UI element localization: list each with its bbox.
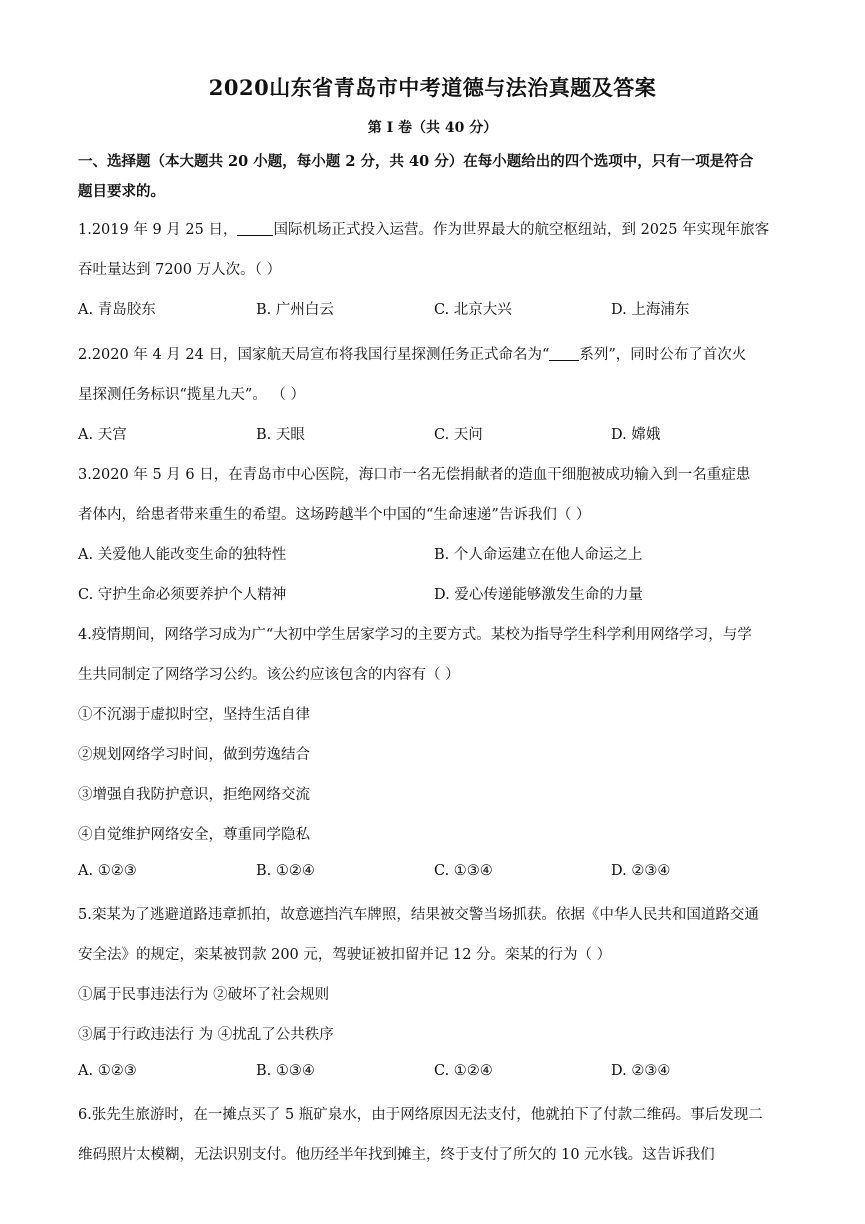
q1-option-c: C. 北京大兴 xyxy=(434,302,512,318)
q5-items-row-1: ①属于民事违法行为 ②破坏了社会规则 xyxy=(78,987,330,1003)
q1-stem-pre: 1.2019 年 9 月 25 日， xyxy=(78,222,238,238)
q2-stem-pre: 2.2020 年 4 月 24 日，国家航天局宣布将我国行星探测任务正式命名为“ xyxy=(78,347,550,363)
q4-option-b: B. ①②④ xyxy=(256,863,315,879)
q6-stem-line-1: 6.张先生旅游时，在一摊点买了 5 瓶矿泉水，由于网络原因无法支付，他就拍下了付款二维码。事后发现二 xyxy=(78,1107,763,1123)
q3-stem-line-1: 3.2020 年 5 月 6 日，在青岛市中心医院，海口市一名无偿捐献者的造血干细胞被成功输入到一名重症患 xyxy=(78,467,751,483)
page-title: 2020山东省青岛市中考道德与法治真题及答案 xyxy=(208,75,657,100)
q1-stem-line-1 xyxy=(78,218,769,239)
q3-option-d: D. 爱心传递能够激发生命的力量 xyxy=(434,587,643,603)
q5-items-row-2: ③属于行政违法行 为 ④扰乱了公共秩序 xyxy=(78,1027,334,1043)
q5-options xyxy=(78,1063,798,1085)
q5-option-a: A. ①②③ xyxy=(78,1063,137,1079)
q1-option-a: A. 青岛胶东 xyxy=(78,302,156,318)
q4-options xyxy=(78,863,798,885)
q4-stem-line-2: 生共同制定了网络学习公约。该公约应该包含的内容有（ ） xyxy=(78,667,460,683)
q3-option-a: A. 关爱他人能改变生命的独特性 xyxy=(78,547,287,563)
q1-option-b: B. 广州白云 xyxy=(256,302,334,318)
q1-stem-post: 国际机场正式投入运营。作为世界最大的航空枢纽站，到 2025 年实现年旅客 xyxy=(273,222,770,238)
q1-options xyxy=(78,298,798,320)
q5-stem-line-1: 5.栾某为了逃避道路违章抓拍，故意遮挡汽车牌照，结果被交警当场抓获。依据《中华人民共和国道路交通 xyxy=(78,907,759,923)
section-heading-line-1: 一、选择题（本大题共 20 小题，每小题 2 分，共 40 分）在每小题给出的四个选项中，只有一项是符合 xyxy=(78,153,754,170)
q4-item-3: ③增强自我防护意识，拒绝网络交流 xyxy=(78,787,310,803)
q6-stem-line-2: 维码照片太模糊，无法识别支付。他历经半年找到摊主，终于支付了所欠的 10 元水钱。这告诉我们 xyxy=(78,1147,715,1163)
q5-option-b: B. ①③④ xyxy=(256,1063,315,1079)
q5-option-c: C. ①②④ xyxy=(434,1063,493,1079)
q2-option-b: B. 天眼 xyxy=(256,427,305,443)
q2-stem-post: 系列”，同时公布了首次火 xyxy=(579,347,747,363)
q4-option-c: C. ①③④ xyxy=(434,863,493,879)
q2-answer-blank xyxy=(549,346,579,361)
section-subtitle: 第 I 卷（共 40 分） xyxy=(367,120,498,136)
q3-stem-line-2: 者体内，给患者带来重生的希望。这场跨越半个中国的“生命速递”告诉我们（ ） xyxy=(78,507,591,523)
q5-option-d: D. ②③④ xyxy=(611,1063,671,1079)
q4-item-2: ②规划网络学习时间，做到劳逸结合 xyxy=(78,747,310,763)
q2-option-a: A. 天宫 xyxy=(78,427,127,443)
q4-stem-line-1: 4.疫情期间，网络学习成为广“大初中学生居家学习的主要方式。某校为指导学生科学利用网络学习，与学 xyxy=(78,627,752,643)
q4-option-a: A. ①②③ xyxy=(78,863,137,879)
q1-option-d: D. 上海浦东 xyxy=(611,302,690,318)
q2-options xyxy=(78,423,798,445)
q3-options-row-1 xyxy=(78,543,798,565)
section-heading-line-2: 题目要求的。 xyxy=(78,183,165,200)
q2-stem-line-1 xyxy=(78,343,746,364)
q3-option-b: B. 个人命运建立在他人命运之上 xyxy=(434,547,643,563)
q1-answer-blank xyxy=(237,221,273,236)
q5-stem-line-2: 安全法》的规定，栾某被罚款 200 元，驾驶证被扣留并记 12 分。栾某的行为（ ） xyxy=(78,947,612,963)
q4-item-4: ④自觉维护网络安全，尊重同学隐私 xyxy=(78,827,310,843)
q2-option-c: C. 天问 xyxy=(434,427,483,443)
q2-option-d: D. 嫦娥 xyxy=(611,427,661,443)
q3-options-row-2 xyxy=(78,583,798,605)
q4-option-d: D. ②③④ xyxy=(611,863,671,879)
q1-stem-line-2: 吞吐量达到 7200 万人次。（ ） xyxy=(78,262,281,278)
q3-option-c: C. 守护生命必须要养护个人精神 xyxy=(78,587,287,603)
q2-stem-line-2: 星探测任务标识“揽星九天”。 （ ） xyxy=(78,387,306,403)
q4-item-1: ①不沉溺于虚拟时空，坚持生活自律 xyxy=(78,707,310,723)
